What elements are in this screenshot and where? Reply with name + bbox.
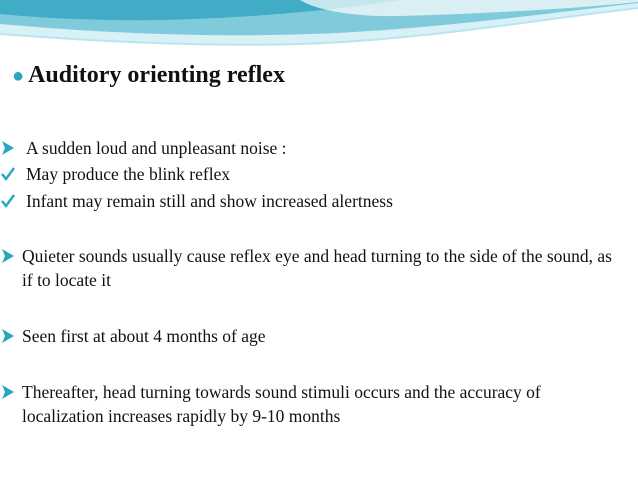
arrow-bullet-icon [0, 136, 26, 160]
bullet-item [0, 136, 287, 160]
title-bullet-icon: ● [12, 64, 25, 87]
bullet-item [0, 380, 618, 428]
bullet-item [0, 162, 230, 186]
arrow-bullet-icon [0, 324, 22, 348]
arrow-bullet-icon [0, 244, 22, 268]
bullet-text: Quieter sounds usually cause reflex eye and head turning to the side of the sound, as if to locate it [22, 246, 612, 290]
header-wave-decoration [0, 0, 638, 70]
bullet-item [0, 324, 266, 348]
bullet-text: Infant may remain still and show increased alertness [26, 191, 393, 211]
bullet-text: Thereafter, head turning towards sound stimuli occurs and the accuracy of localization increases rapidly by 9-10 months [22, 382, 541, 426]
bullet-item [0, 189, 393, 213]
slide-title: Auditory orienting reflex [28, 62, 285, 88]
bullet-text: May produce the blink reflex [26, 164, 231, 184]
title-row [12, 62, 285, 89]
check-bullet-icon [0, 162, 26, 186]
bullet-item [0, 244, 618, 292]
arrow-bullet-icon [0, 380, 22, 404]
check-bullet-icon [0, 189, 26, 213]
bullet-text: Seen first at about 4 months of age [22, 326, 266, 346]
bullet-text: A sudden loud and unpleasant noise : [26, 138, 287, 158]
